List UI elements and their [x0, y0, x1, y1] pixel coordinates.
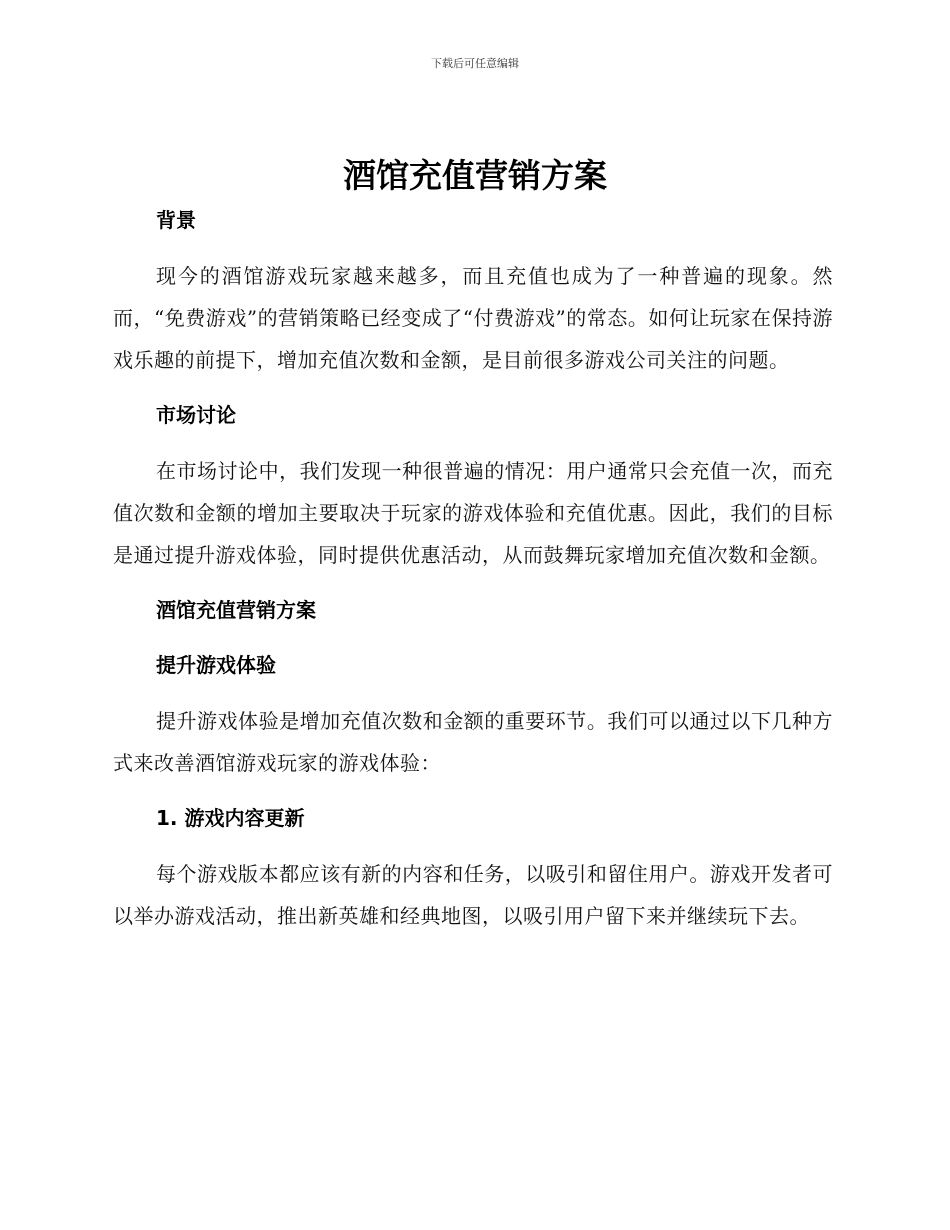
- section-heading-experience: 提升游戏体验: [156, 653, 276, 677]
- section-heading-content-update: 1. 游戏内容更新: [156, 806, 305, 830]
- document-title: 酒馆充值营销方案: [343, 156, 607, 195]
- paragraph-content-update: 每个游戏版本都应该有新的内容和任务，以吸引和留住用户。游戏开发者可以举办游戏活动，推出新英雄和经典地图，以吸引用户留下来并继续玩下去。: [113, 862, 833, 928]
- section-heading-plan: 酒馆充值营销方案: [156, 598, 316, 622]
- section-heading-background: 背景: [156, 208, 196, 232]
- section-heading-market: 市场讨论: [156, 403, 236, 427]
- paragraph-background: 现今的酒馆游戏玩家越来越多，而且充值也成为了一种普遍的现象。然而，“免费游戏”的营销策略已经变成了“付费游戏”的常态。如何让玩家在保持游戏乐趣的前提下，增加充值次数和金额，是目前很多游戏公司关注的问题。: [113, 264, 833, 372]
- document-body: [113, 200, 833, 951]
- paragraph-experience: 提升游戏体验是增加充值次数和金额的重要环节。我们可以通过以下几种方式来改善酒馆游戏玩家的游戏体验：: [113, 709, 833, 775]
- paragraph-market: 在市场讨论中，我们发现一种很普遍的情况：用户通常只会充值一次，而充值次数和金额的增加主要取决于玩家的游戏体验和充值优惠。因此，我们的目标是通过提升游戏体验，同时提供优惠活动，从而鼓舞玩家增加充值次数和金额。: [113, 459, 833, 567]
- header-note: 下载后可任意编辑: [431, 57, 519, 70]
